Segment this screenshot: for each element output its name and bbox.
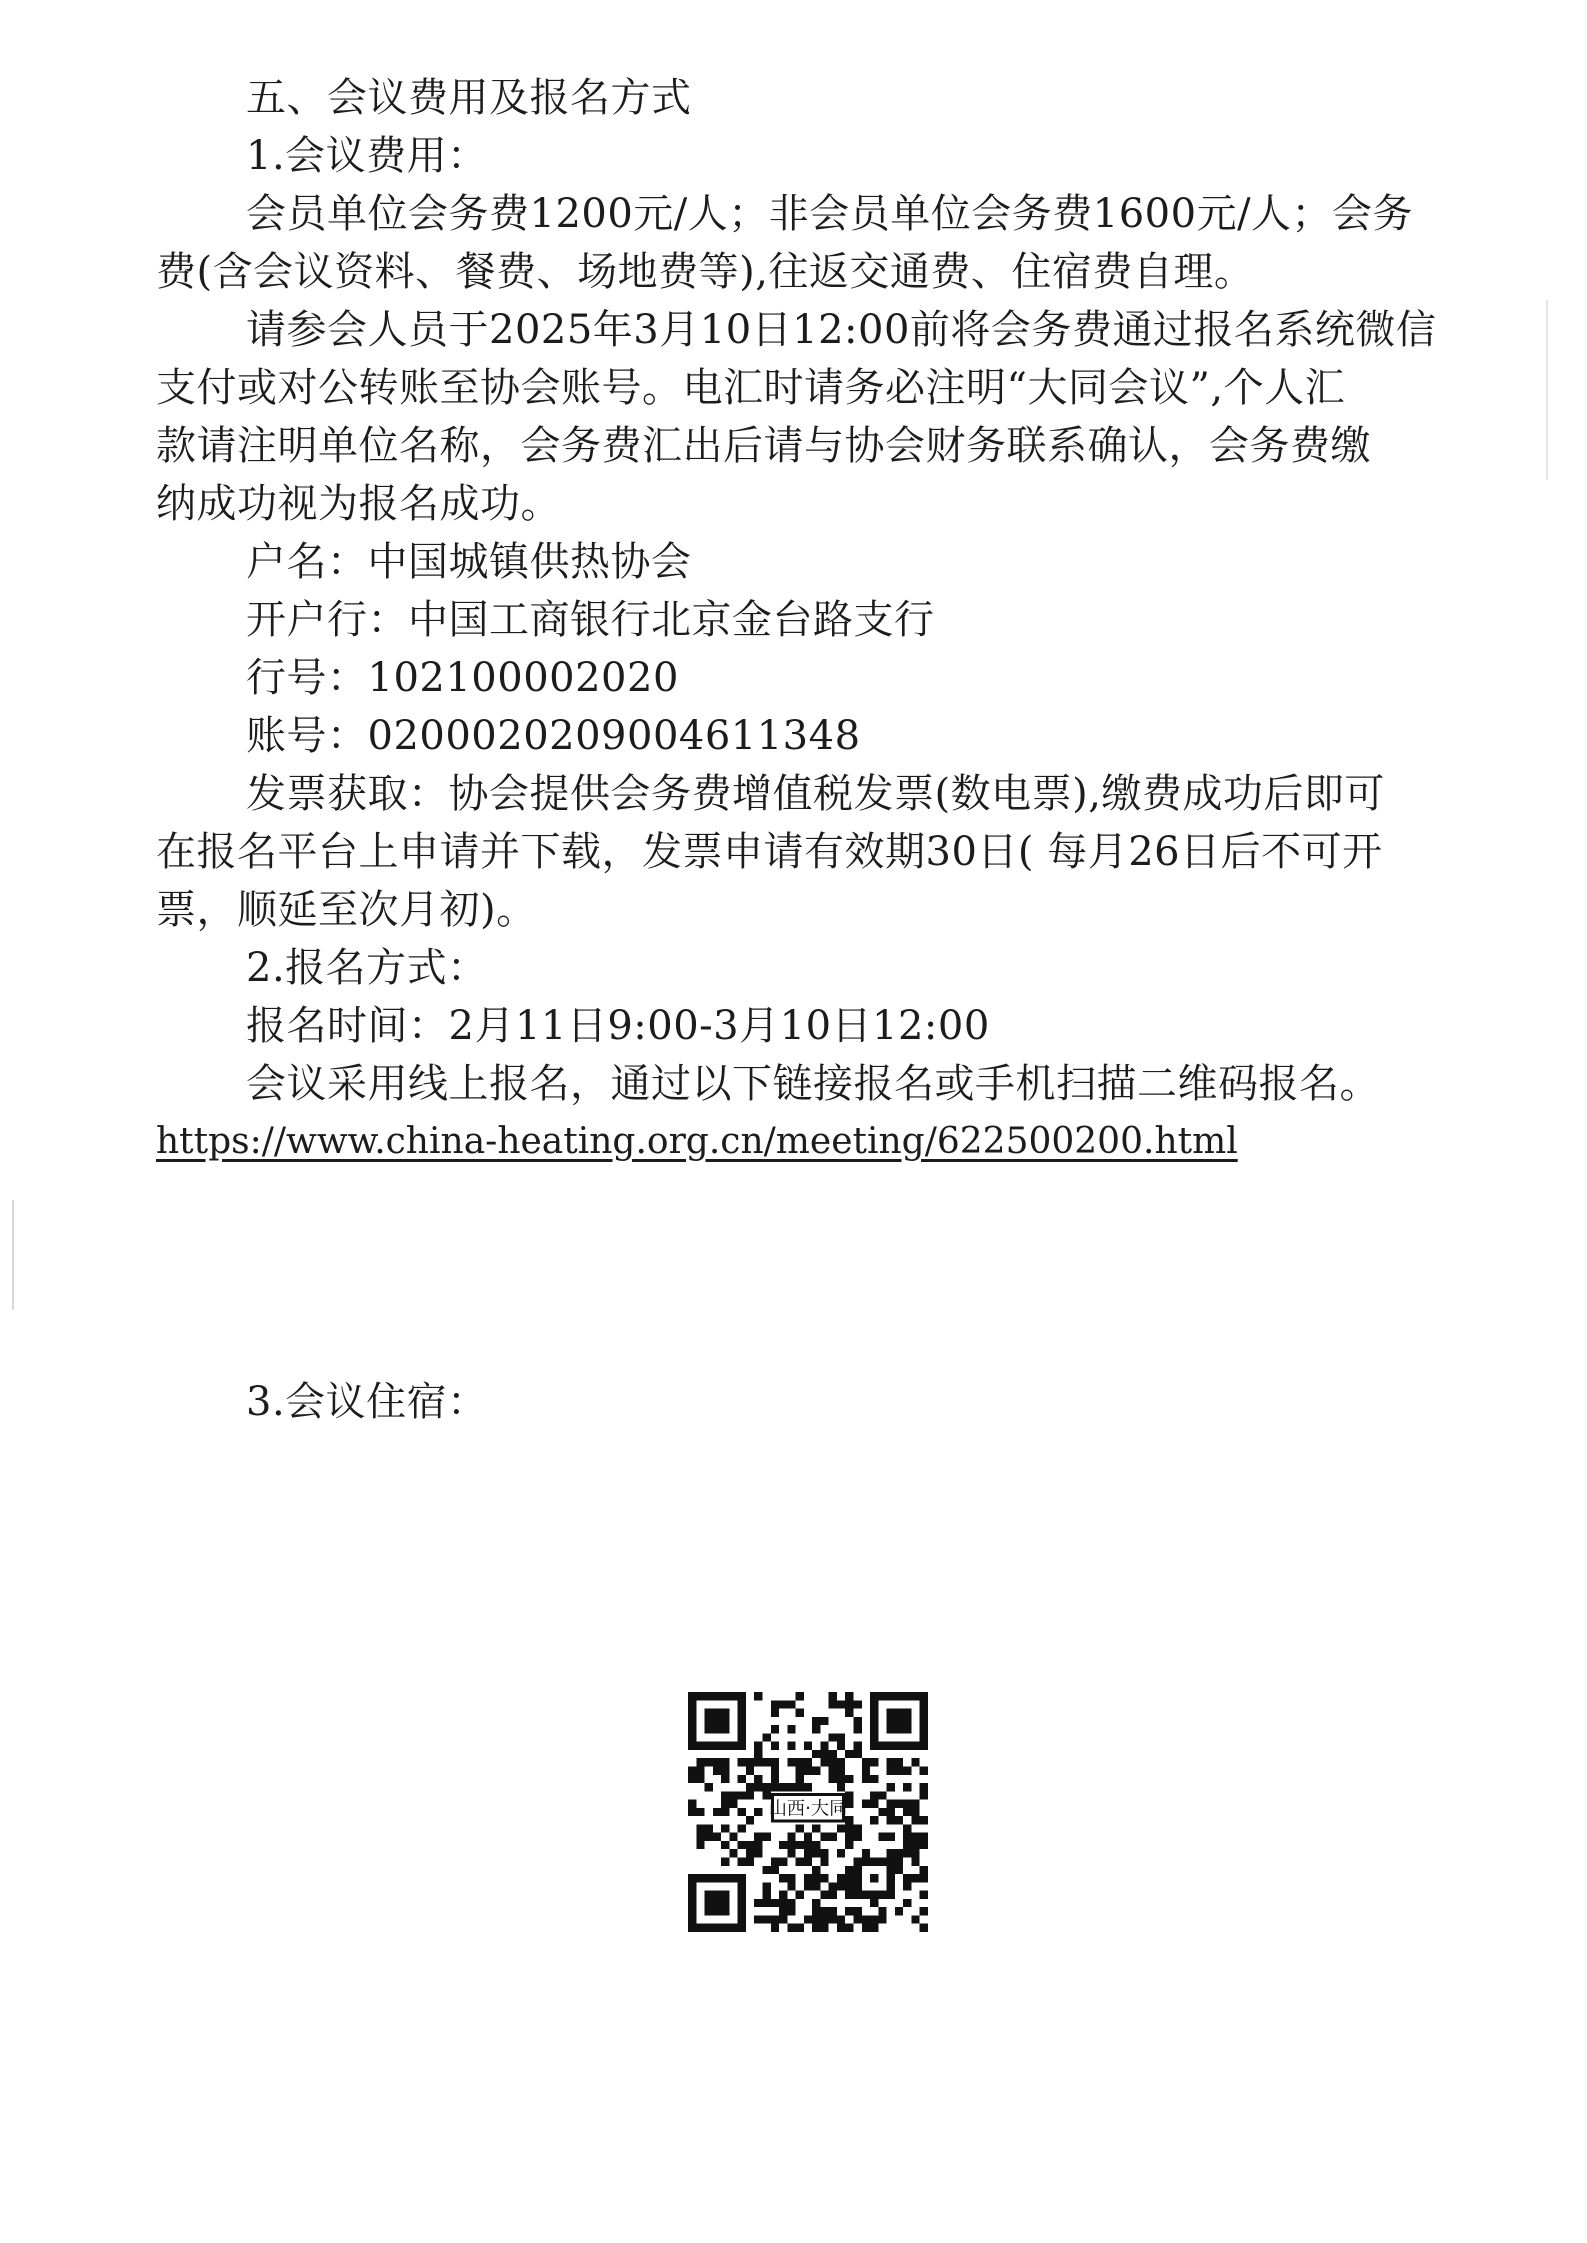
qr-module [895,1907,903,1915]
qr-module [911,1808,919,1816]
qr-module [746,1758,754,1766]
qr-module [754,1841,762,1849]
qr-module [787,1924,795,1932]
qr-module [903,1824,911,1832]
invoice-line1: 发票获取：协会提供会务费增值税发票(数电票),缴费成功后即可 [246,771,1385,817]
qr-module [787,1899,795,1907]
qr-module [820,1849,828,1857]
qr-module [762,1899,770,1907]
registration-title: 2.报名方式： [246,945,488,991]
qr-module [721,1791,729,1799]
qr-module [796,1709,804,1717]
qr-module [903,1808,911,1816]
fees-para1-line2: 费(含会议资料、餐费、场地费等),往返交通费、住宿费自理。 [156,249,1255,295]
qr-module [820,1758,828,1766]
qr-module [862,1849,870,1857]
qr-module [903,1841,911,1849]
qr-module [754,1742,762,1750]
qr-module [762,1783,770,1791]
qr-module [870,1924,878,1932]
qr-module [845,1775,853,1783]
qr-module [862,1924,870,1932]
qr-module [787,1907,795,1915]
qr-module [771,1899,779,1907]
qr-module [903,1849,911,1857]
qr-module [820,1915,828,1923]
qr-module [903,1800,911,1808]
qr-module [911,1915,919,1923]
qr-module [754,1899,762,1907]
qr-module [862,1800,870,1808]
qr-module [771,1766,779,1774]
qr-module [837,1824,845,1832]
qr-module [837,1700,845,1708]
qr-module [804,1841,812,1849]
qr-module [862,1766,870,1774]
qr-module [862,1915,870,1923]
qr-module [721,1808,729,1816]
qr-alignment-pattern [870,1874,878,1882]
registration-method: 会议采用线上报名，通过以下链接报名或手机扫描二维码报名。 [246,1061,1380,1107]
qr-module [829,1882,837,1890]
qr-module [854,1750,862,1758]
qr-center-label: 山西·大同 [768,1798,848,1820]
qr-module [895,1816,903,1824]
qr-module [754,1775,762,1783]
qr-module [804,1849,812,1857]
qr-module [771,1758,779,1766]
qr-module [878,1907,886,1915]
registration-link[interactable]: https://www.china-heating.org.cn/meeting/622500200.html [156,1121,1238,1162]
qr-module [796,1924,804,1932]
qr-module [696,1841,704,1849]
qr-module [829,1758,837,1766]
qr-module [779,1858,787,1866]
qr-module [920,1816,928,1824]
qr-module [829,1766,837,1774]
qr-module [746,1849,754,1857]
qr-module [754,1783,762,1791]
qr-module [812,1915,820,1923]
qr-module [779,1915,787,1923]
qr-module [820,1833,828,1841]
qr-module [911,1849,919,1857]
qr-module [820,1874,828,1882]
qr-module [812,1882,820,1890]
qr-module [787,1849,795,1857]
qr-module [754,1915,762,1923]
qr-module [837,1758,845,1766]
qr-module [837,1874,845,1882]
qr-module [796,1858,804,1866]
qr-module [862,1775,870,1783]
qr-module [895,1766,903,1774]
qr-module [920,1924,928,1932]
qr-module [729,1833,737,1841]
qr-module [887,1800,895,1808]
qr-module [771,1858,779,1866]
qr-module [895,1858,903,1866]
qr-module [854,1700,862,1708]
qr-module [796,1766,804,1774]
qr-module [804,1766,812,1774]
qr-module [812,1866,820,1874]
qr-module [705,1824,713,1832]
qr-module [895,1800,903,1808]
qr-module [845,1874,853,1882]
qr-module [920,1766,928,1774]
qr-module [845,1692,853,1700]
qr-module [721,1800,729,1808]
qr-module [721,1858,729,1866]
qr-module [746,1858,754,1866]
qr-module [729,1849,737,1857]
qr-module [887,1783,895,1791]
qr-module [771,1709,779,1717]
qr-module [779,1841,787,1849]
qr-module [920,1907,928,1915]
qr-module [887,1816,895,1824]
qr-module [796,1891,804,1899]
qr-module [829,1692,837,1700]
qr-module [837,1915,845,1923]
qr-module [796,1692,804,1700]
qr-module [920,1891,928,1899]
qr-module [779,1907,787,1915]
qr-module [829,1750,837,1758]
qr-module [713,1758,721,1766]
qr-module [746,1783,754,1791]
qr-module [845,1924,853,1932]
qr-module [762,1833,770,1841]
qr-module [738,1824,746,1832]
qr-module [903,1833,911,1841]
qr-module [862,1758,870,1766]
qr-module [796,1758,804,1766]
qr-module [729,1800,737,1808]
qr-module [812,1717,820,1725]
qr-module [696,1808,704,1816]
qr-module [845,1750,853,1758]
qr-module [779,1891,787,1899]
account-name: 户名：中国城镇供热协会 [246,539,692,585]
qr-module [870,1915,878,1923]
lodging-title: 3.会议住宿： [246,1379,488,1425]
qr-module [845,1824,853,1832]
qr-module [738,1791,746,1799]
fees-para2-line2: 支付或对公转账至协会账号。电汇时请务必注明“大同会议”,个人汇 [156,365,1346,411]
qr-module [762,1915,770,1923]
qr-module [845,1709,853,1717]
qr-module [762,1733,770,1741]
qr-module [878,1808,886,1816]
qr-module [779,1783,787,1791]
qr-module [820,1858,828,1866]
qr-module [771,1866,779,1874]
qr-module [887,1833,895,1841]
registration-qr-code [688,1692,928,1932]
fees-para2-line1: 请参会人员于2025年3月10日12:00前将会务费通过报名系统微信 [246,307,1437,353]
qr-module [729,1791,737,1799]
qr-module [812,1841,820,1849]
qr-module [854,1725,862,1733]
qr-module [903,1899,911,1907]
qr-module [878,1915,886,1923]
qr-module [787,1882,795,1890]
qr-module [854,1742,862,1750]
qr-module [804,1858,812,1866]
qr-module [754,1692,762,1700]
qr-module [738,1808,746,1816]
qr-module [804,1874,812,1882]
qr-module [804,1758,812,1766]
qr-module [771,1700,779,1708]
qr-module [820,1891,828,1899]
qr-module [911,1758,919,1766]
qr-module [787,1700,795,1708]
qr-module [721,1758,729,1766]
qr-module [696,1758,704,1766]
qr-module [812,1924,820,1932]
qr-module [762,1891,770,1899]
qr-module [804,1783,812,1791]
qr-module [796,1783,804,1791]
qr-module [870,1899,878,1907]
qr-module [854,1833,862,1841]
section-heading: 五、会议费用及报名方式 [246,75,692,121]
qr-module [746,1816,754,1824]
qr-module [870,1800,878,1808]
qr-module [796,1841,804,1849]
qr-module [845,1907,853,1915]
qr-module [820,1924,828,1932]
qr-module [845,1891,853,1899]
qr-module [779,1700,787,1708]
invoice-line2: 在报名平台上申请并下载，发票申请有效期30日( 每月26日后不可开 [156,829,1383,875]
qr-module [920,1791,928,1799]
qr-module [713,1766,721,1774]
qr-module [804,1833,812,1841]
qr-module [796,1824,804,1832]
qr-module [804,1915,812,1923]
qr-module [812,1849,820,1857]
qr-module [903,1766,911,1774]
fees-title: 1.会议费用： [246,133,488,179]
qr-module [779,1899,787,1907]
fees-para2-line3: 款请注明单位名称，会务费汇出后请与协会财务联系确认，会务费缴 [156,423,1371,469]
qr-module [771,1915,779,1923]
qr-module [820,1750,828,1758]
qr-module [762,1866,770,1874]
qr-module [845,1700,853,1708]
qr-module [746,1791,754,1799]
qr-module [771,1775,779,1783]
registration-link-row [156,1108,1587,1172]
qr-module [787,1783,795,1791]
qr-module [688,1766,696,1774]
qr-module [829,1907,837,1915]
qr-module [837,1849,845,1857]
qr-module [754,1849,762,1857]
fees-para2-line4: 纳成功视为报名成功。 [156,481,561,527]
qr-module [787,1874,795,1882]
bank-code: 行号：102100002020 [246,655,679,701]
qr-module [903,1783,911,1791]
qr-module [746,1766,754,1774]
qr-module [738,1841,746,1849]
qr-module [878,1791,886,1799]
qr-module [870,1791,878,1799]
qr-module [696,1824,704,1832]
qr-module [762,1882,770,1890]
qr-module [878,1833,886,1841]
qr-module [771,1725,779,1733]
qr-module [688,1800,696,1808]
qr-module [911,1858,919,1866]
qr-module [787,1758,795,1766]
qr-module [920,1874,928,1882]
qr-module [771,1783,779,1791]
qr-module [812,1874,820,1882]
qr-module [738,1758,746,1766]
registration-time: 报名时间：2月11日9:00-3月10日12:00 [246,1003,990,1049]
qr-module [911,1833,919,1841]
qr-module [903,1882,911,1890]
qr-module [920,1833,928,1841]
qr-module [829,1915,837,1923]
qr-module [754,1833,762,1841]
qr-module [812,1824,820,1832]
qr-module [696,1775,704,1783]
qr-module [829,1733,837,1741]
qr-module [911,1816,919,1824]
qr-module [911,1841,919,1849]
qr-module [812,1907,820,1915]
qr-module [920,1783,928,1791]
qr-module [829,1775,837,1783]
qr-module [796,1775,804,1783]
qr-module [746,1841,754,1849]
qr-module [820,1907,828,1915]
qr-module [804,1882,812,1890]
qr-module [829,1833,837,1841]
qr-module [837,1882,845,1890]
qr-module [845,1882,853,1890]
qr-module [854,1907,862,1915]
qr-module [779,1874,787,1882]
qr-module [837,1733,845,1741]
qr-module [820,1742,828,1750]
qr-module [721,1841,729,1849]
qr-module [721,1766,729,1774]
qr-module [920,1841,928,1849]
qr-module [705,1833,713,1841]
qr-module [870,1775,878,1783]
qr-module [820,1717,828,1725]
qr-module [895,1866,903,1874]
qr-module [887,1766,895,1774]
qr-module [837,1775,845,1783]
qr-module [920,1866,928,1874]
qr-module [721,1824,729,1832]
qr-module [845,1833,853,1841]
qr-module [911,1874,919,1882]
qr-module [696,1833,704,1841]
qr-module [688,1775,696,1783]
qr-module [754,1750,762,1758]
qr-module [754,1808,762,1816]
qr-module [812,1750,820,1758]
qr-module [812,1766,820,1774]
qr-module [895,1849,903,1857]
qr-module [887,1849,895,1857]
fees-para1-line1: 会员单位会务费1200元/人；非会员单位会务费1600元/人；会务 [246,191,1414,237]
qr-module [837,1766,845,1774]
qr-module [895,1758,903,1766]
qr-module [688,1808,696,1816]
qr-module [713,1808,721,1816]
invoice-line3: 票，顺延至次月初)。 [156,887,537,933]
qr-module [738,1775,746,1783]
qr-module [771,1742,779,1750]
qr-module [804,1742,812,1750]
qr-module [845,1866,853,1874]
qr-module [854,1717,862,1725]
qr-module [787,1833,795,1841]
scan-artifact [12,1200,14,1310]
qr-module [721,1775,729,1783]
qr-module [812,1725,820,1733]
qr-module [854,1824,862,1832]
qr-module [837,1783,845,1791]
qr-module [837,1924,845,1932]
qr-module [829,1700,837,1708]
qr-module [870,1816,878,1824]
qr-module [812,1899,820,1907]
bank-name: 开户行：中国工商银行北京金台路支行 [246,597,935,643]
qr-module [705,1758,713,1766]
qr-module [870,1758,878,1766]
qr-module [713,1833,721,1841]
qr-module [762,1758,770,1766]
qr-module [787,1742,795,1750]
qr-module [705,1783,713,1791]
qr-module [911,1800,919,1808]
scan-artifact [1546,300,1548,480]
qr-module [771,1924,779,1932]
qr-module [837,1742,845,1750]
qr-module [845,1841,853,1849]
qr-module [829,1891,837,1899]
qr-module [696,1766,704,1774]
qr-module [903,1874,911,1882]
qr-module [887,1808,895,1816]
account-number: 账号：0200020209004611348 [246,713,861,759]
qr-module [887,1758,895,1766]
qr-module [787,1725,795,1733]
qr-module [854,1915,862,1923]
qr-module [787,1841,795,1849]
qr-module [738,1858,746,1866]
qr-module [754,1758,762,1766]
